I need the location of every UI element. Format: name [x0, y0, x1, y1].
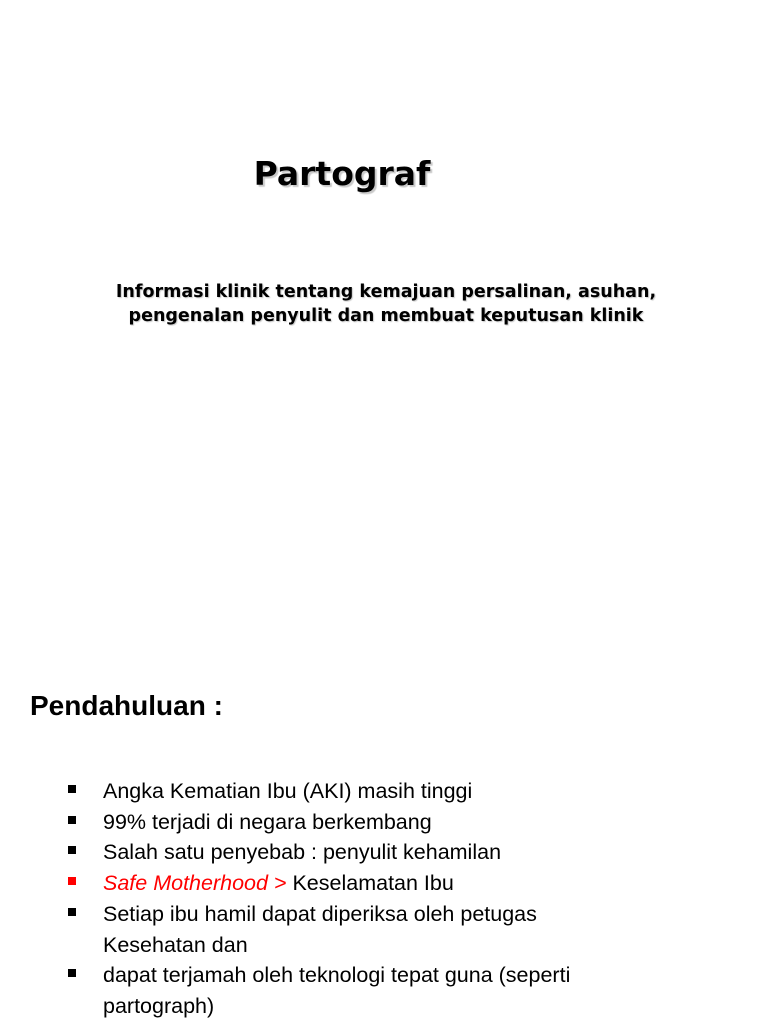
- bullet-text-line-2: partograph): [103, 993, 215, 1018]
- square-bullet-icon: [68, 816, 76, 824]
- bullet-text: Keselamatan Ibu: [286, 871, 454, 896]
- list-item: [63, 868, 723, 899]
- square-bullet-icon: [68, 877, 76, 885]
- list-item: [63, 837, 723, 868]
- square-bullet-icon: [68, 846, 76, 854]
- bullet-text: 99% terjadi di negara berkembang: [103, 809, 432, 834]
- slide-title: Partograf: [253, 154, 431, 193]
- slide-subtitle: [40, 280, 732, 328]
- bullet-text-line-1: Setiap ibu hamil dapat diperiksa oleh petugas: [103, 901, 537, 926]
- bullet-text-line-1: dapat terjamah oleh teknologi tepat guna (seperti: [103, 963, 571, 988]
- square-bullet-icon: [68, 785, 76, 793]
- bullet-list: [63, 776, 723, 1022]
- square-bullet-icon: [68, 908, 76, 916]
- safe-motherhood-highlight: Safe Motherhood >: [103, 871, 287, 896]
- list-item: [63, 776, 723, 807]
- square-bullet-icon: [68, 969, 76, 977]
- subtitle-line-1: Informasi klinik tentang kemajuan persalinan, asuhan,: [115, 282, 657, 302]
- list-item: [63, 960, 723, 1021]
- bullet-text: Salah satu penyebab : penyulit kehamilan: [103, 840, 502, 865]
- bullet-text-line-2: Kesehatan dan: [103, 932, 248, 957]
- list-item: [63, 899, 723, 960]
- list-item: [63, 807, 723, 838]
- bullet-text: Angka Kematian Ibu (AKI) masih tinggi: [103, 779, 473, 803]
- subtitle-line-2: pengenalan penyulit dan membuat keputusan klinik: [128, 306, 644, 326]
- section-heading: Pendahuluan :: [30, 690, 223, 721]
